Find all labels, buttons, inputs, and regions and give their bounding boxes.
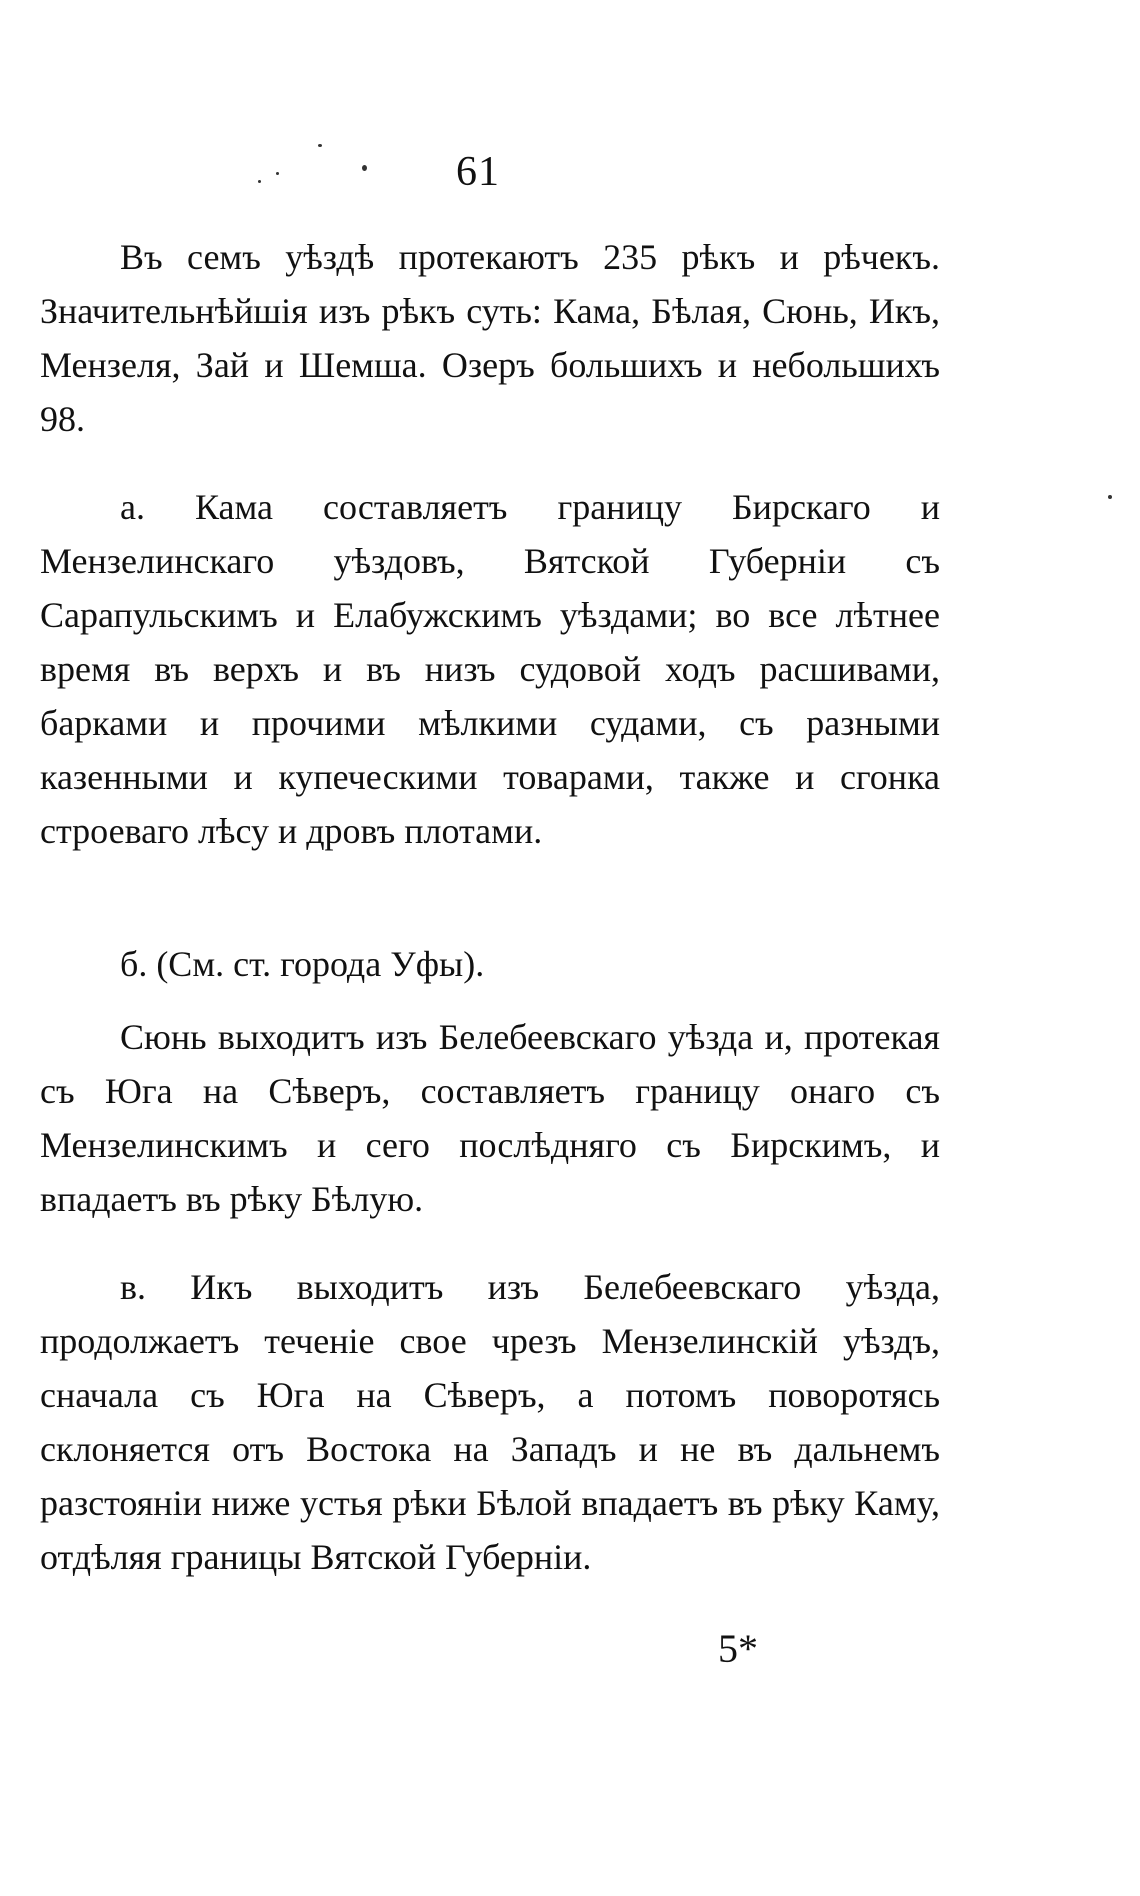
print-speck — [362, 165, 367, 171]
paragraph-rivers-overview — [40, 230, 940, 446]
paragraph-text: б. (См. ст. города Уфы). — [120, 944, 485, 984]
paragraph-text: в. Икъ выходитъ изъ Белебеевскаго уѣзда, продолжаетъ теченіе свое чрезъ Мензелинскій уѣздъ, сначала съ Юга на Сѣверъ, а потомъ поворотясь склоняется отъ Востока на Западъ и не въ дальнемъ разстояніи ниже устья рѣки Бѣлой впадаетъ въ рѣку Каму, отдѣляя границы Вятской Губерніи. — [40, 1267, 940, 1577]
paragraph-ik — [40, 1260, 940, 1584]
page-number: 61 — [456, 149, 500, 195]
signature-mark: 5* — [718, 1626, 758, 1671]
paragraph-syun — [40, 1010, 940, 1226]
print-speck — [1108, 495, 1112, 499]
paragraph-text: Сюнь выходитъ изъ Белебеевскаго уѣзда и, протекая съ Юга на Сѣверъ, составляетъ границу онаго съ Мензелинскимъ и сего послѣдняго съ Бирскимъ, и впадаетъ въ рѣку Бѣлую. — [40, 1017, 940, 1219]
paragraph-text: а. Кама составляетъ границу Бирскаго и Мензелинскаго уѣздовъ, Вятской Губерніи съ Сарапульскимъ и Елабужскимъ уѣздами; во все лѣтнее время въ верхъ и въ низъ судовой ходъ расшивами, барками и прочими мѣлкими судами, съ разными казенными и купеческими товарами, также и сгонка строеваго лѣсу и дровъ плотами. — [40, 487, 940, 851]
paragraph-kama — [40, 480, 940, 858]
print-speck — [276, 172, 279, 175]
print-speck — [318, 144, 322, 147]
paragraph-text: Въ семъ уѣздѣ протекаютъ 235 рѣкъ и рѣчекъ. Значительнѣйшія изъ рѣкъ суть: Кама, Бѣлая, Сюнь, Икъ, Мензеля, Зай и Шемша. Озеръ большихъ и небольшихъ 98. — [40, 237, 940, 439]
paragraph-belaya — [40, 937, 940, 991]
print-speck — [258, 180, 261, 183]
